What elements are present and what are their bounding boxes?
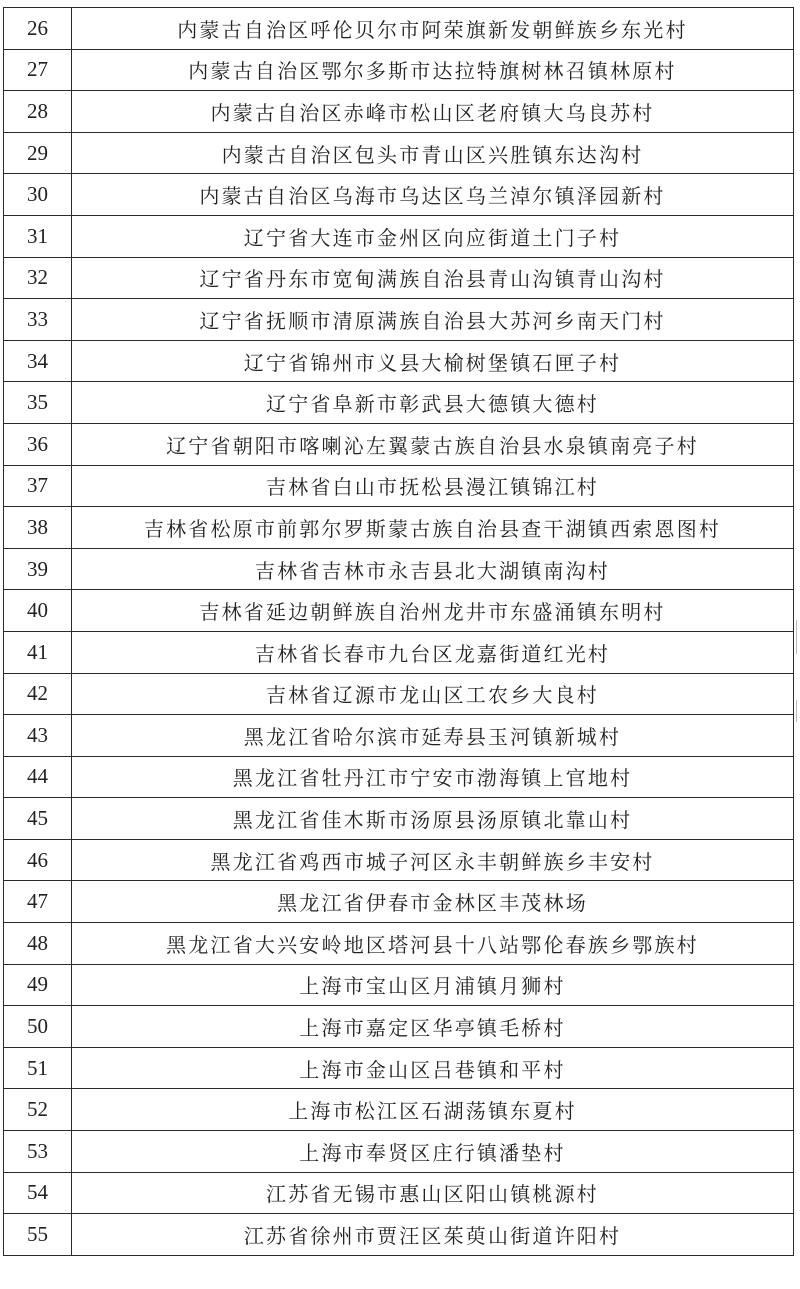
village-name: 辽宁省丹东市宽甸满族自治县青山沟镇青山沟村 (72, 257, 794, 299)
village-name: 辽宁省抚顺市清原满族自治县大苏河乡南天门村 (72, 299, 794, 341)
row-number: 48 (4, 923, 72, 965)
table-row (4, 215, 794, 257)
row-number: 33 (4, 299, 72, 341)
row-number: 36 (4, 423, 72, 465)
row-number: 39 (4, 548, 72, 590)
row-number: 44 (4, 756, 72, 798)
table-row (4, 881, 794, 923)
table-body (4, 8, 794, 1256)
village-name: 吉林省延边朝鲜族自治州龙井市东盛涌镇东明村 (72, 590, 794, 632)
row-number: 46 (4, 839, 72, 881)
village-name: 吉林省辽源市龙山区工农乡大良村 (72, 673, 794, 715)
row-number: 55 (4, 1214, 72, 1256)
table-row (4, 465, 794, 507)
row-number: 54 (4, 1172, 72, 1214)
table-row (4, 132, 794, 174)
village-name: 江苏省无锡市惠山区阳山镇桃源村 (72, 1172, 794, 1214)
village-name: 吉林省吉林市永吉县北大湖镇南沟村 (72, 548, 794, 590)
village-name: 黑龙江省牡丹江市宁安市渤海镇上官地村 (72, 756, 794, 798)
table-row (4, 590, 794, 632)
village-name: 黑龙江省大兴安岭地区塔河县十八站鄂伦春族乡鄂族村 (72, 923, 794, 965)
village-name: 内蒙古自治区赤峰市松山区老府镇大乌良苏村 (72, 91, 794, 133)
table-row (4, 715, 794, 757)
table-row (4, 8, 794, 50)
village-name: 黑龙江省哈尔滨市延寿县玉河镇新城村 (72, 715, 794, 757)
table-row (4, 631, 794, 673)
page-edge-mark (796, 700, 797, 722)
village-name: 上海市宝山区月浦镇月狮村 (72, 964, 794, 1006)
row-number: 37 (4, 465, 72, 507)
village-name: 上海市金山区吕巷镇和平村 (72, 1047, 794, 1089)
row-number: 26 (4, 8, 72, 50)
village-name: 江苏省徐州市贾汪区茱萸山街道许阳村 (72, 1214, 794, 1256)
page-edge-mark (796, 620, 797, 654)
table-row (4, 1047, 794, 1089)
row-number: 28 (4, 91, 72, 133)
village-name: 辽宁省朝阳市喀喇沁左翼蒙古族自治县水泉镇南亮子村 (72, 423, 794, 465)
row-number: 47 (4, 881, 72, 923)
table-row (4, 257, 794, 299)
table-row (4, 1214, 794, 1256)
table-row (4, 174, 794, 216)
village-name: 上海市奉贤区庄行镇潘垫村 (72, 1131, 794, 1173)
village-name: 上海市松江区石湖荡镇东夏村 (72, 1089, 794, 1131)
table-row (4, 964, 794, 1006)
table-row (4, 839, 794, 881)
table-row (4, 1089, 794, 1131)
row-number: 41 (4, 631, 72, 673)
row-number: 31 (4, 215, 72, 257)
row-number: 53 (4, 1131, 72, 1173)
table-row (4, 548, 794, 590)
village-list-table (3, 7, 794, 1256)
table-row (4, 91, 794, 133)
table-row (4, 798, 794, 840)
table-row (4, 340, 794, 382)
table-row (4, 923, 794, 965)
row-number: 49 (4, 964, 72, 1006)
village-name: 内蒙古自治区鄂尔多斯市达拉特旗树林召镇林原村 (72, 49, 794, 91)
table-row (4, 299, 794, 341)
village-name: 内蒙古自治区包头市青山区兴胜镇东达沟村 (72, 132, 794, 174)
table-row (4, 673, 794, 715)
village-name: 辽宁省大连市金州区向应街道土门子村 (72, 215, 794, 257)
table-row (4, 1172, 794, 1214)
row-number: 52 (4, 1089, 72, 1131)
village-name: 黑龙江省伊春市金林区丰茂林场 (72, 881, 794, 923)
village-name: 黑龙江省鸡西市城子河区永丰朝鲜族乡丰安村 (72, 839, 794, 881)
table-row (4, 49, 794, 91)
table-row (4, 423, 794, 465)
row-number: 34 (4, 340, 72, 382)
row-number: 51 (4, 1047, 72, 1089)
table-row (4, 756, 794, 798)
table-row (4, 507, 794, 549)
row-number: 42 (4, 673, 72, 715)
village-name: 吉林省白山市抚松县漫江镇锦江村 (72, 465, 794, 507)
village-name: 内蒙古自治区乌海市乌达区乌兰淖尔镇泽园新村 (72, 174, 794, 216)
row-number: 35 (4, 382, 72, 424)
village-name: 吉林省松原市前郭尔罗斯蒙古族自治县查干湖镇西索恩图村 (72, 507, 794, 549)
table-row (4, 1131, 794, 1173)
village-name: 吉林省长春市九台区龙嘉街道红光村 (72, 631, 794, 673)
row-number: 40 (4, 590, 72, 632)
village-name: 内蒙古自治区呼伦贝尔市阿荣旗新发朝鲜族乡东光村 (72, 8, 794, 50)
village-name: 黑龙江省佳木斯市汤原县汤原镇北靠山村 (72, 798, 794, 840)
row-number: 27 (4, 49, 72, 91)
table-row (4, 382, 794, 424)
village-name: 辽宁省阜新市彰武县大德镇大德村 (72, 382, 794, 424)
row-number: 30 (4, 174, 72, 216)
row-number: 32 (4, 257, 72, 299)
row-number: 43 (4, 715, 72, 757)
row-number: 38 (4, 507, 72, 549)
village-name: 上海市嘉定区华亭镇毛桥村 (72, 1006, 794, 1048)
table-row (4, 1006, 794, 1048)
row-number: 45 (4, 798, 72, 840)
row-number: 50 (4, 1006, 72, 1048)
village-name: 辽宁省锦州市义县大榆树堡镇石匣子村 (72, 340, 794, 382)
row-number: 29 (4, 132, 72, 174)
